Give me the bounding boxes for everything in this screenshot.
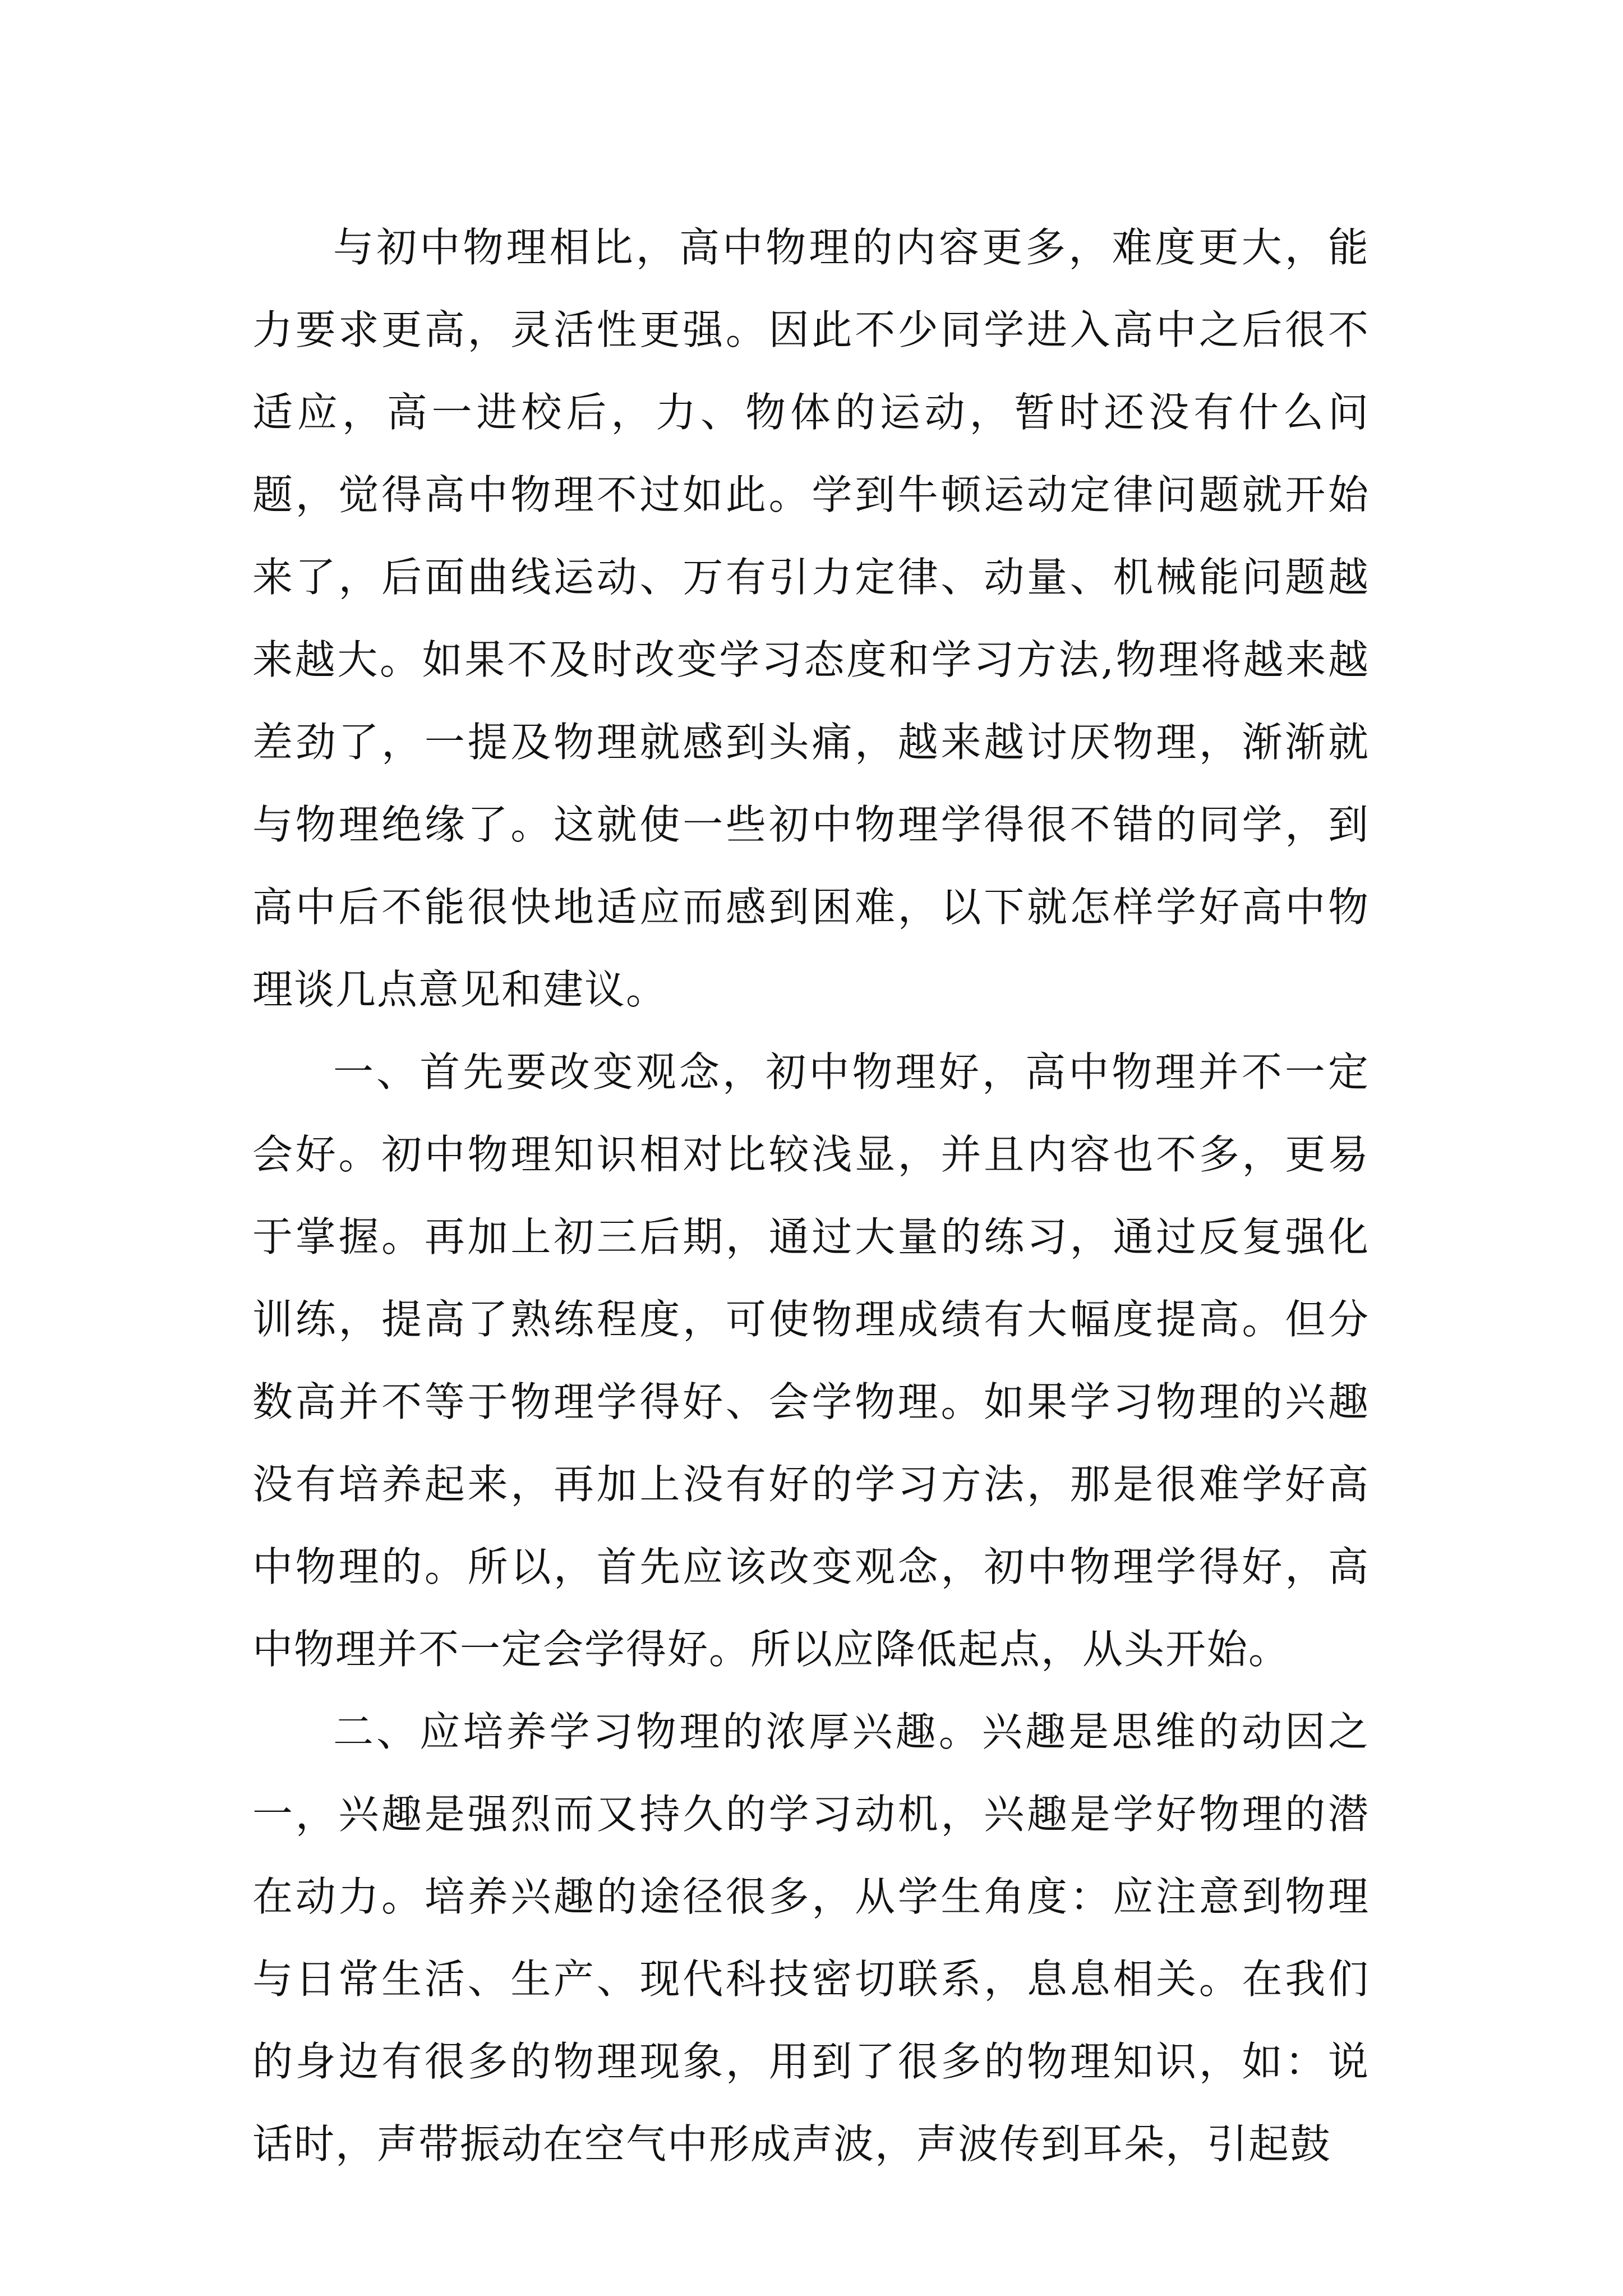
paragraph-point-one: 一、首先要改变观念，初中物理好，高中物理并不一定会好。初中物理知识相对比较浅显，并且内容也不多，更易于掌握。再加上初三后期，通过大量的练习，通过反复强化训练，提高了熟练程度，可使物理成绩有大幅度提高。但分数高并不等于物理学得好、会学物理。如果学习物理的兴趣没有培养起来，再加上没有好的学习方法，那是很难学好高中物理的。所以，首先应该改变观念，初中物理学得好，高中物理并不一定会学得好。所以应降低起点，从头开始。 bbox=[252, 1048, 1370, 1673]
paragraph-point-two: 二、应培养学习物理的浓厚兴趣。兴趣是思维的动因之一，兴趣是强烈而又持久的学习动机，兴趣是学好物理的潜在动力。培养兴趣的途径很多，从学生角度：应注意到物理与日常生活、生产、现代科技密切联系，息息相关。在我们的身边有很多的物理现象，用到了很多的物理知识，如：说话时，声带振动在空气中形成声波，声波传到耳朵，引起鼓 bbox=[252, 1708, 1370, 2168]
paragraph-intro: 与初中物理相比，高中物理的内容更多，难度更大，能力要求更高，灵活性更强。因此不少同学进入高中之后很不适应，高一进校后，力、物体的运动，暂时还没有什么问题，觉得高中物理不过如此。学到牛顿运动定律问题就开始来了，后面曲线运动、万有引力定律、动量、机械能问题越来越大。如果不及时改变学习态度和学习方法,物理将越来越差劲了，一提及物理就感到头痛，越来越讨厌物理，渐渐就与物理绝缘了。这就使一些初中物理学得很不错的同学，到高中后不能很快地适应而感到困难，以下就怎样学好高中物理谈几点意见和建议。 bbox=[252, 224, 1370, 1013]
document-body bbox=[252, 206, 1370, 2185]
